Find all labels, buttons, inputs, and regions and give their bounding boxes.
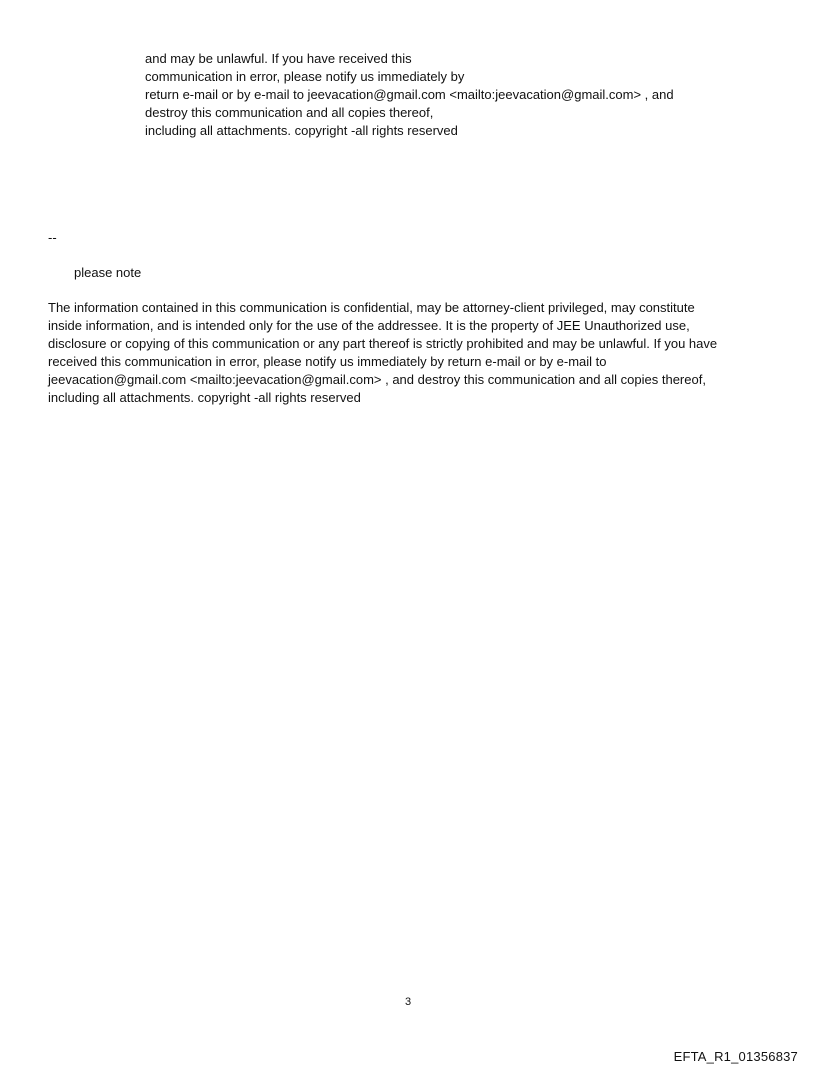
disclaimer-line: disclosure or copying of this communication or any part thereof is strictly prohibited and may be unlawful. If you have: [48, 336, 718, 351]
quoted-line: return e-mail or by e-mail to jeevacation@gmail.com <mailto:jeevacation@gmail.com> , and: [145, 87, 674, 102]
quoted-line: destroy this communication and all copies thereof,: [145, 105, 434, 120]
quoted-line: communication in error, please notify us immediately by: [145, 69, 465, 84]
page-number: 3: [404, 996, 412, 1008]
quoted-disclaimer-block: [145, 50, 765, 140]
document-id: EFTA_R1_01356837: [673, 1049, 798, 1064]
quoted-line: including all attachments. copyright -all rights reserved: [145, 123, 458, 138]
disclaimer-line: The information contained in this communication is confidential, may be attorney-client privileged, may constitute: [48, 300, 695, 315]
note-label: please note: [74, 265, 142, 280]
disclaimer-line: including all attachments. copyright -all rights reserved: [48, 390, 361, 405]
signature-separator: --: [48, 230, 57, 245]
disclaimer-line: inside information, and is intended only for the use of the addressee. It is the property of JEE Unauthorized use,: [48, 318, 690, 333]
disclaimer-paragraph: [48, 299, 768, 407]
disclaimer-line: received this communication in error, please notify us immediately by return e-mail or by e-mail to: [48, 354, 607, 369]
disclaimer-line: jeevacation@gmail.com <mailto:jeevacation@gmail.com> , and destroy this communication and all copies thereof,: [48, 372, 706, 387]
quoted-line: and may be unlawful. If you have received this: [145, 51, 412, 66]
